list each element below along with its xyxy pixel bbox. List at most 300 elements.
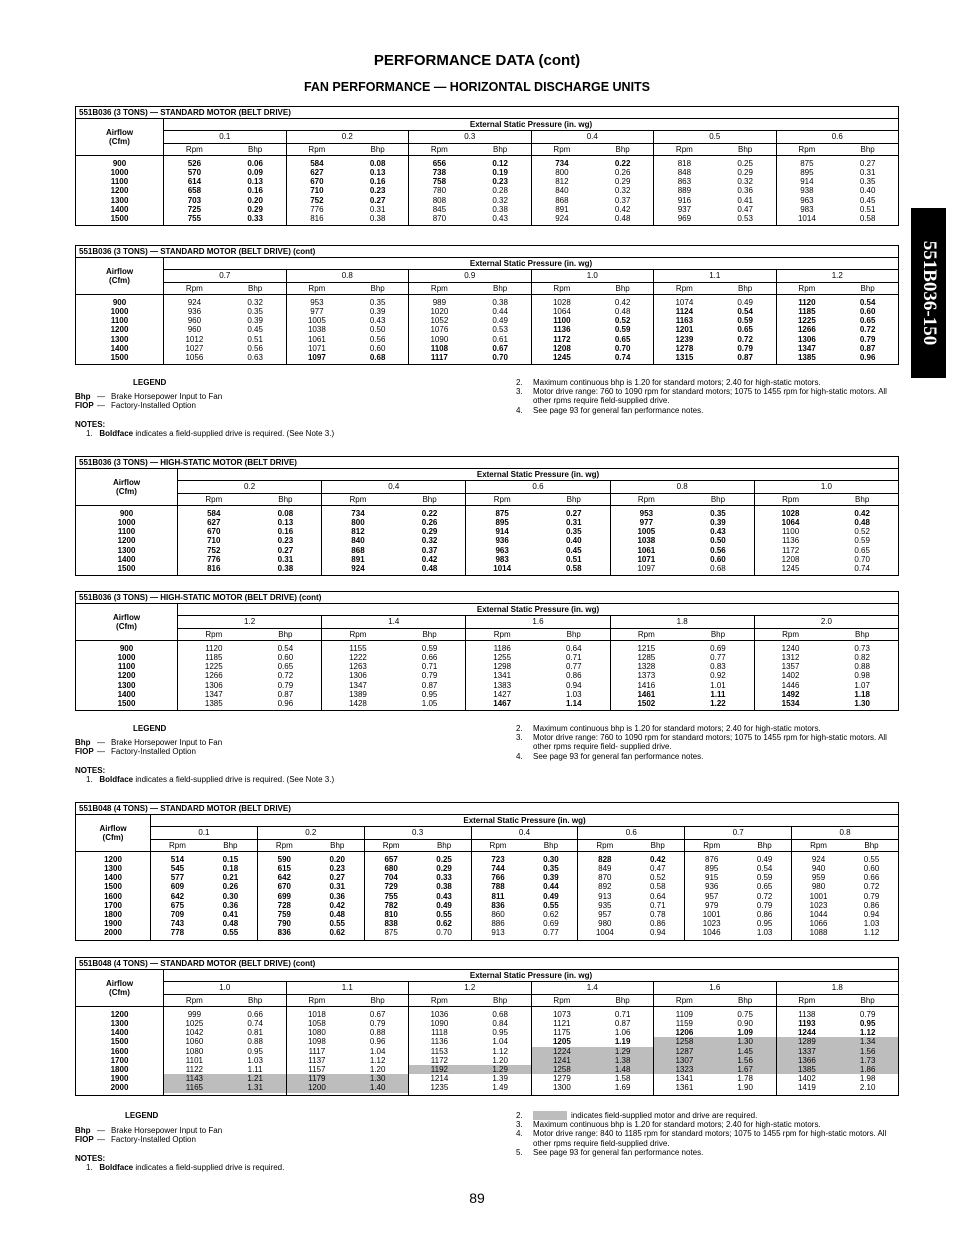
bhp-value: 0.39 <box>543 873 559 883</box>
bhp-value: 0.37 <box>614 195 631 205</box>
notes-block: NOTES: 1. Boldface indicates a field-supplied drive is required. <box>75 1154 285 1173</box>
note-text: Motor drive range: 760 to 1090 rpm for standard motors; 1075 to 1455 rpm for high-static motors. All other rpms require field- supplied drive. <box>533 733 887 752</box>
bhp-value: 0.87 <box>421 680 438 690</box>
table-title-row <box>76 592 899 604</box>
side-tab-label: 551B036-150 <box>918 240 940 346</box>
rpm-value: 1502 <box>637 698 656 708</box>
bhp-value: 1.20 <box>369 1064 386 1074</box>
bhp-value: 0.65 <box>756 882 773 892</box>
rpm-value: 725 <box>187 204 202 214</box>
rpm-value: 1385 <box>777 1065 838 1074</box>
rpm-value: 1492 <box>781 689 800 699</box>
bhp-header: Bhp <box>837 994 898 1006</box>
bhp-header: Bhp <box>347 282 408 294</box>
bhp-value: 0.65 <box>737 325 753 335</box>
rpm-value: 1118 <box>431 1028 448 1038</box>
bhp-value: 1.12 <box>859 1028 876 1038</box>
rpm-value: 1402 <box>781 671 800 681</box>
note-text: See page 93 for general fan performance notes. <box>533 1147 704 1157</box>
rpm-value: 957 <box>598 909 612 919</box>
rpm-value: 1347 <box>797 343 816 353</box>
bhp-value: 0.79 <box>863 891 880 901</box>
bhp-value: 0.36 <box>222 900 239 910</box>
bhp-value: 0.48 <box>614 213 631 223</box>
bhp-value: 0.55 <box>863 854 880 864</box>
bhp-value: 1.31 <box>225 1083 286 1092</box>
bhp-header: Bhp <box>592 282 653 294</box>
bhp-value: 0.08 <box>277 508 294 518</box>
bhp-value: 1.19 <box>614 1037 631 1047</box>
bhp-value: 0.18 <box>222 864 239 873</box>
esp-value: 1.0 <box>754 481 898 493</box>
bhp-value: 1.03 <box>247 1055 263 1065</box>
note-text: indicates a field-supplied drive is required. (See Note 3.) <box>133 429 335 439</box>
bhp-value: 0.86 <box>565 671 582 681</box>
rpm-value: 1205 <box>552 1037 571 1047</box>
rpm-value: 936 <box>187 307 202 316</box>
bhp-value: 0.90 <box>737 1019 753 1028</box>
bhp-header: Bhp <box>470 282 531 294</box>
rpm-column <box>164 294 225 364</box>
esp-value: 0.5 <box>654 131 777 143</box>
rpm-value: 1005 <box>637 527 656 537</box>
rpm-header: Rpm <box>178 628 250 640</box>
bhp-value: 1.38 <box>592 1056 653 1065</box>
rpm-value: 1383 <box>493 680 512 690</box>
bhp-value: 1.67 <box>715 1065 776 1074</box>
bhp-column <box>845 851 899 940</box>
rpm-value: 1285 <box>637 653 656 662</box>
rpm-value: 1306 <box>204 680 223 690</box>
rpm-column <box>471 851 524 940</box>
esp-values-row <box>76 982 899 994</box>
bhp-value: 0.96 <box>369 1037 386 1047</box>
rpm-value: 891 <box>351 554 365 564</box>
legend-desc: Brake Horsepower Input to Fan <box>111 1126 223 1135</box>
rpm-column <box>610 505 682 575</box>
rpm-value: 1175 <box>553 1028 571 1038</box>
legend-key: FIOP <box>75 1135 94 1145</box>
bhp-value: 0.08 <box>369 158 386 168</box>
note-bold-word: Boldface <box>99 1163 134 1173</box>
rpm-value: 818 <box>677 158 692 168</box>
rpm-value: 812 <box>351 527 365 537</box>
rpm-value: 1088 <box>809 928 828 938</box>
rpm-column <box>409 155 470 225</box>
notes-heading: NOTES: <box>75 1154 106 1163</box>
rpm-header: Rpm <box>610 628 682 640</box>
airflow-value: 1300 <box>117 545 136 555</box>
page-subtitle: FAN PERFORMANCE — HORIZONTAL DISCHARGE UNITS <box>303 80 651 94</box>
bhp-value: 0.31 <box>369 204 386 214</box>
rpm-value: 1090 <box>430 334 449 344</box>
bhp-column <box>347 294 408 364</box>
rpm-value: 816 <box>207 563 221 573</box>
table-title: 551B048 (4 TONS) — STANDARD MOTOR (BELT DRIVE) <box>76 803 899 815</box>
note-item <box>516 1148 900 1157</box>
bhp-value: 0.60 <box>710 554 726 564</box>
bhp-value: 0.32 <box>492 195 508 205</box>
bhp-value: 0.49 <box>543 891 559 901</box>
rpm-value: 670 <box>310 177 324 187</box>
bhp-value: 0.81 <box>247 1028 263 1038</box>
legend-key: Bhp <box>75 738 91 747</box>
rpm-value: 1208 <box>552 343 571 353</box>
rpm-value: 590 <box>277 854 291 864</box>
bhp-value: 0.35 <box>859 177 876 187</box>
bhp-value: 0.68 <box>710 563 726 573</box>
note-text: indicates field-supplied motor and drive are required. <box>571 1111 758 1120</box>
airflow-value: 1400 <box>117 689 136 699</box>
bhp-value: 0.37 <box>421 545 438 555</box>
rpm-value: 758 <box>432 177 447 187</box>
rpm-value: 1461 <box>637 689 656 699</box>
bhp-value: 0.79 <box>756 900 773 910</box>
bhp-column <box>311 851 364 940</box>
rpm-value: 755 <box>384 891 398 901</box>
bhp-value: 0.32 <box>421 536 438 546</box>
note-number: 4. <box>516 1129 523 1139</box>
rpm-value: 963 <box>495 545 509 555</box>
bhp-value: 0.77 <box>565 662 582 672</box>
bhp-value: 0.79 <box>369 1019 386 1028</box>
rpm-value: 895 <box>800 168 814 177</box>
rpm-value: 960 <box>187 325 202 335</box>
bhp-column <box>347 155 408 225</box>
bhp-header: Bhp <box>394 628 466 640</box>
rpm-value: 1239 <box>675 334 694 344</box>
airflow-values <box>76 640 178 710</box>
esp-value: 0.8 <box>610 481 754 493</box>
rpm-value: 1001 <box>702 909 721 919</box>
rpm-value: 1143 <box>164 1074 225 1083</box>
rpm-value: 1245 <box>781 563 800 573</box>
rpm-value: 892 <box>598 882 612 892</box>
bhp-value: 0.29 <box>436 864 452 873</box>
bhp-value: 0.38 <box>492 297 508 307</box>
bhp-value: 0.94 <box>863 909 880 919</box>
bhp-column <box>837 155 898 225</box>
fan-table-036-high-static <box>75 456 899 576</box>
esp-header: External Static Pressure (in. wg) <box>178 469 899 481</box>
airflow-value: 1400 <box>110 204 129 214</box>
bhp-value: 0.41 <box>737 195 753 205</box>
rpm-value: 1018 <box>307 1009 326 1019</box>
rpm-value: 808 <box>432 195 447 205</box>
airflow-header: Airflow (Cfm) <box>76 815 151 852</box>
bhp-value: 0.28 <box>492 186 508 196</box>
bhp-value: 0.79 <box>737 343 753 353</box>
rpm-value: 1080 <box>307 1028 326 1038</box>
rpm-value: 1005 <box>307 316 326 326</box>
rpm-value: 790 <box>277 919 291 929</box>
bhp-value: 0.70 <box>492 352 508 362</box>
note-item <box>516 724 900 733</box>
airflow-value: 1100 <box>117 527 136 537</box>
rpm-value: 836 <box>491 900 505 910</box>
legend-dash: — <box>97 1126 105 1135</box>
esp-values-row <box>76 827 899 839</box>
bhp-header: Bhp <box>347 994 408 1006</box>
note-bold-word: Boldface <box>99 775 134 785</box>
rpm-value: 1287 <box>654 1047 715 1056</box>
bhp-value: 0.42 <box>614 204 631 214</box>
bhp-value: 0.71 <box>649 900 666 910</box>
note-text: See page 93 for general fan performance notes. <box>533 405 704 415</box>
airflow-header: Airflow (Cfm) <box>76 469 178 506</box>
bhp-value: 1.21 <box>225 1074 286 1083</box>
rpm-value: 1389 <box>349 689 367 699</box>
rpm-value: 1385 <box>204 698 223 708</box>
rpm-header: Rpm <box>466 493 538 505</box>
rpm-header: Rpm <box>164 143 225 155</box>
rpm-value: 836 <box>277 928 291 938</box>
rpm-value: 1038 <box>637 536 656 546</box>
bhp-value: 0.31 <box>277 554 294 564</box>
rpm-value: 924 <box>811 854 826 864</box>
fan-table-048-standard <box>75 802 899 941</box>
rpm-value: 1090 <box>430 1019 449 1028</box>
rpm-header: Rpm <box>164 994 225 1006</box>
rpm-header: Rpm <box>776 994 837 1006</box>
esp-header: External Static Pressure (in. wg) <box>164 119 899 131</box>
rpm-column <box>578 851 631 940</box>
bhp-value: 0.31 <box>859 168 876 177</box>
esp-value: 0.4 <box>531 131 654 143</box>
rpm-column <box>286 294 347 364</box>
rpm-value: 658 <box>187 186 202 196</box>
rpm-header: Rpm <box>578 839 631 851</box>
bhp-value: 0.26 <box>614 168 631 177</box>
legend-item <box>75 738 222 747</box>
bhp-value: 0.68 <box>492 1009 508 1019</box>
rpm-value: 744 <box>491 864 505 873</box>
rpm-value: 1263 <box>349 662 367 672</box>
esp-value: 0.8 <box>792 827 899 839</box>
bhp-column <box>715 294 776 364</box>
bhp-value: 0.54 <box>756 864 773 873</box>
esp-row <box>76 815 899 827</box>
bhp-value: 1.45 <box>715 1047 776 1056</box>
bhp-header: Bhp <box>418 839 471 851</box>
bhp-value: 1.06 <box>614 1028 631 1038</box>
bhp-value: 1.04 <box>492 1037 508 1047</box>
rpm-value: 710 <box>310 186 324 196</box>
rpm-value: 734 <box>351 508 365 518</box>
esp-row <box>76 970 899 982</box>
rpm-value: 1076 <box>430 325 449 335</box>
rpm-value: 870 <box>598 873 612 883</box>
rpm-value: 953 <box>310 297 324 307</box>
bhp-value: 0.39 <box>247 316 263 326</box>
bhp-value: 0.48 <box>614 307 631 316</box>
rpm-value: 1225 <box>797 316 816 326</box>
legend-item <box>75 1126 222 1135</box>
bhp-value: 0.53 <box>737 213 753 223</box>
bhp-value: 0.52 <box>854 527 870 537</box>
rpm-value: 1179 <box>287 1074 348 1083</box>
bhp-value: 1.01 <box>710 680 726 690</box>
rpm-value: 915 <box>705 873 719 883</box>
rpm-column <box>286 155 347 225</box>
rpm-value: 1185 <box>798 307 816 316</box>
bhp-value: 0.72 <box>756 891 773 901</box>
rpm-header: Rpm <box>754 628 826 640</box>
bhp-value: 1.73 <box>837 1056 898 1065</box>
note-bold-word: Boldface <box>99 429 134 439</box>
bhp-value: 0.33 <box>436 873 452 883</box>
rpm-value: 738 <box>432 168 447 177</box>
bhp-value: 0.29 <box>247 204 263 214</box>
bhp-value: 0.70 <box>854 554 870 564</box>
rpm-value: 1038 <box>307 325 326 335</box>
bhp-value: 0.27 <box>277 545 294 555</box>
bhp-value: 0.95 <box>247 1046 263 1056</box>
bhp-value: 0.33 <box>247 213 263 223</box>
rpm-value: 863 <box>677 177 692 187</box>
rpm-value: 1163 <box>675 316 694 326</box>
bhp-value: 0.72 <box>277 671 294 681</box>
rpm-value: 810 <box>384 909 398 919</box>
esp-value: 0.7 <box>685 827 792 839</box>
bhp-value: 0.67 <box>369 1009 386 1019</box>
rpm-value: 1446 <box>781 680 800 690</box>
bhp-value: 0.49 <box>436 900 452 910</box>
esp-value: 0.2 <box>257 827 364 839</box>
bhp-value: 0.61 <box>492 334 508 344</box>
bhp-value: 0.29 <box>737 168 753 177</box>
legend-key: Bhp <box>75 1126 91 1135</box>
bhp-value: 0.13 <box>247 177 263 187</box>
bhp-value: 0.35 <box>565 527 582 537</box>
rpm-value: 889 <box>677 186 692 196</box>
note-item <box>516 733 900 751</box>
rpm-column <box>164 1006 225 1095</box>
bhp-value: 0.42 <box>421 554 438 564</box>
bhp-value: 1.39 <box>492 1074 508 1084</box>
bhp-value: 0.59 <box>614 325 631 335</box>
bhp-value: 0.26 <box>421 518 438 527</box>
airflow-value: 1700 <box>110 1055 129 1065</box>
rpm-value: 957 <box>705 891 719 901</box>
bhp-value: 0.44 <box>492 307 508 316</box>
fan-table-048-standard-cont <box>75 957 899 1096</box>
bhp-value: 0.27 <box>329 873 346 883</box>
side-tab <box>911 208 946 378</box>
esp-row <box>76 119 899 131</box>
fan-table-036-high-static-cont <box>75 591 899 711</box>
bhp-value: 0.56 <box>247 343 263 353</box>
notes-right <box>516 724 900 761</box>
rpm-column <box>257 851 310 940</box>
rpm-value: 1201 <box>675 325 694 335</box>
rpm-value: 868 <box>555 195 569 205</box>
notes-right <box>516 378 900 415</box>
bhp-value: 1.14 <box>565 698 582 708</box>
note-number: 4. <box>516 751 523 761</box>
bhp-column <box>837 1006 898 1095</box>
rpm-header: Rpm <box>409 282 470 294</box>
airflow-values <box>76 155 164 225</box>
bhp-header: Bhp <box>682 628 754 640</box>
airflow-value: 1100 <box>110 177 129 187</box>
rpm-value: 584 <box>310 158 324 168</box>
airflow-value: 1000 <box>110 307 129 316</box>
esp-value: 0.6 <box>578 827 685 839</box>
rpm-column <box>151 851 204 940</box>
bhp-value: 0.67 <box>492 343 508 353</box>
rpm-header: Rpm <box>776 143 837 155</box>
rpm-value: 1097 <box>637 563 656 573</box>
note-text: indicates a field-supplied drive is required. <box>133 1163 285 1173</box>
rpm-value: 828 <box>598 854 612 864</box>
rpm-value: 1136 <box>553 325 571 335</box>
airflow-value: 1100 <box>117 662 136 672</box>
legend-dash: — <box>97 401 105 411</box>
esp-value: 0.9 <box>409 270 532 282</box>
rpm-value: 1100 <box>781 527 800 537</box>
bhp-value: 0.84 <box>492 1019 508 1028</box>
rpm-value: 1064 <box>552 307 571 316</box>
rpm-value: 614 <box>187 177 202 187</box>
rpm-header: Rpm <box>685 839 738 851</box>
rpm-value: 1080 <box>185 1046 204 1056</box>
rpm-value: 870 <box>432 213 447 223</box>
legend-heading: LEGEND <box>133 724 167 733</box>
note-number: 2. <box>516 1111 523 1120</box>
rpm-value: 782 <box>384 900 398 910</box>
legend-list <box>75 392 222 410</box>
bhp-value: 0.60 <box>863 864 880 873</box>
note-number: 3. <box>516 733 523 743</box>
rpm-value: 1289 <box>777 1037 838 1046</box>
bhp-value: 1.07 <box>854 680 870 690</box>
bhp-header: Bhp <box>204 839 257 851</box>
rpm-value: 959 <box>811 873 826 883</box>
bhp-column <box>837 294 898 364</box>
bhp-value: 0.87 <box>737 352 753 362</box>
rpm-value: 1306 <box>797 334 816 344</box>
rpm-header: Rpm <box>364 839 417 851</box>
rpm-value: 752 <box>207 545 221 555</box>
rpm-value: 838 <box>384 919 398 929</box>
bhp-header: Bhp <box>715 143 776 155</box>
bhp-value: 0.62 <box>436 919 452 929</box>
rpm-value: 1298 <box>493 662 512 672</box>
rpm-value: 776 <box>310 204 324 214</box>
rpm-value: 584 <box>207 508 221 518</box>
bhp-header: Bhp <box>524 839 577 851</box>
rpm-value: 1136 <box>781 536 800 546</box>
notes-heading: NOTES: <box>75 420 106 429</box>
rpm-header: Rpm <box>257 839 310 851</box>
rpm-header: Rpm <box>322 493 394 505</box>
bhp-value: 1.11 <box>710 689 726 699</box>
rpm-value: 776 <box>207 554 221 564</box>
bhp-value: 0.23 <box>369 186 386 196</box>
rpm-value: 811 <box>491 891 505 901</box>
rpm-value: 1241 <box>532 1056 593 1065</box>
rpm-value: 875 <box>384 928 398 938</box>
bhp-value: 0.63 <box>247 352 263 362</box>
rpm-value: 1108 <box>430 343 449 353</box>
rpm-value: 953 <box>639 508 654 518</box>
bhp-value: 0.62 <box>543 909 559 919</box>
bhp-column <box>418 851 471 940</box>
rpm-value: 627 <box>310 168 324 177</box>
airflow-value: 1800 <box>104 909 122 919</box>
rpm-column <box>776 155 837 225</box>
